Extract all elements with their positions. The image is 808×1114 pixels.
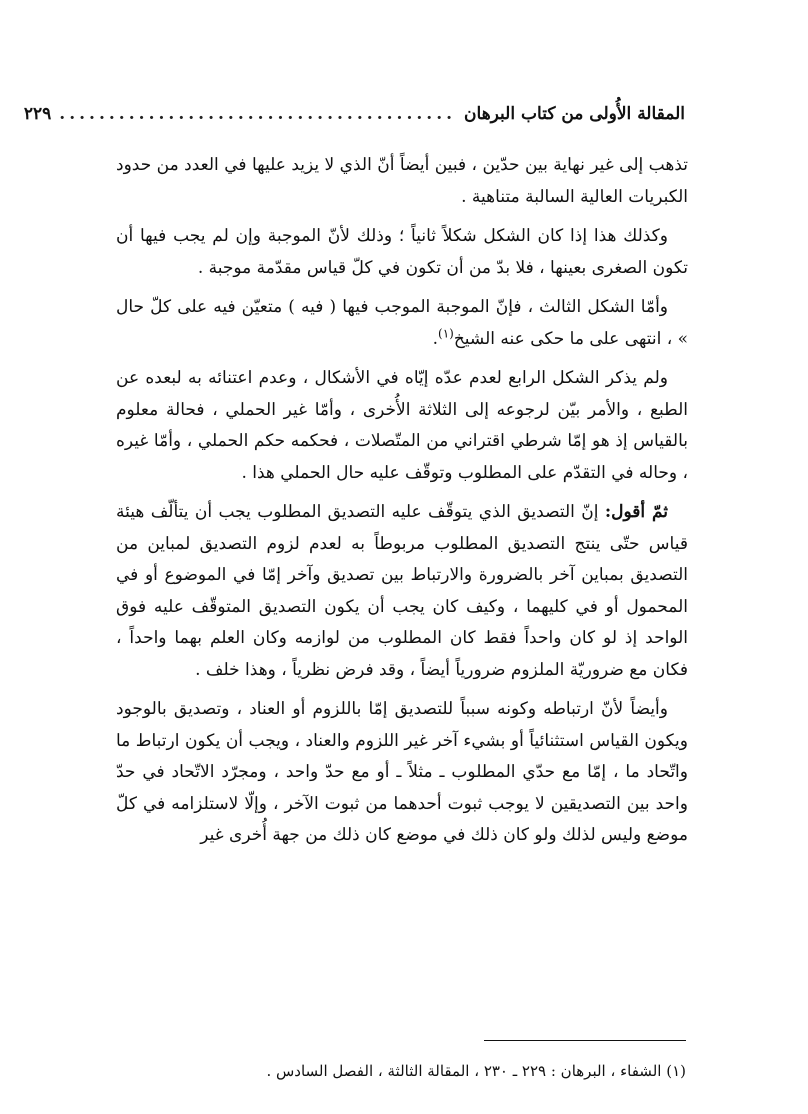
paragraph-2: وكذلك هذا إذا كان الشكل شكلاً ثانياً ؛ وذلك لأنّ الموجبة وإن لم يجب فيها أن تكون الصغرى بعينها ، فلا بدّ من أن تكون في كلّ قياس مقدّمة موجبة . <box>116 226 688 278</box>
paragraph-4: ولم يذكر الشكل الرابع لعدم عدّه إيّاه في الأشكال ، وعدم اعتنائه به لبعده عن الطبع ، والأمر بيّن لرجوعه إلى الثلاثة الأُخرى ، وأمّا غير الحملي ، فحالة معلوم بالقياس إذ هو إمّا شرطي اقتراني من المتّصلات ، فحكمه حكم الحملي ، وأمّا غيره ، وحاله في التقدّم على المطلوب وتوقّف عليه حال الحملي هذا . <box>116 368 688 483</box>
paragraph-5 <box>116 497 688 686</box>
header-leader-dots: ........................................ <box>59 104 457 124</box>
footnote-marker: (١) <box>666 1062 686 1080</box>
paragraph-1: تذهب إلى غير نهاية بين حدّين ، فبين أيضاً أنّ الذي لا يزيد عليها في العدد من حدود الكبريات العالية السالبة متناهية . <box>116 155 688 207</box>
footnote-reference: (١) <box>438 325 454 340</box>
footnote-divider <box>484 1040 686 1041</box>
footnote <box>116 1060 686 1082</box>
paragraph-3-text: وأمّا الشكل الثالث ، فإنّ الموجبة الموجب فيها ( فيه ) متعيّن فيه على كلّ حال » ، انتهى على ما حكى عنه الشيخ <box>116 297 688 349</box>
running-header <box>23 97 685 131</box>
paragraph-5-text: إنّ التصديق الذي يتوقّف عليه التصديق المطلوب يجب أن يتألّف هيئة قياس حتّى ينتج التصديق المطلوب مربوطاً به لعدم لزوم التصديق لمباين من التصديق بمباين آخر بالضرورة والارتباط بين تصديق وآخر إمّا في الموضوع أو في المحمول أو في كليهما ، وكيف كان يجب أن يكون التصديق المتوقّف عليه فوق الواحد إذ لو كان واحداً فقط كان المطلوب من لوازمه وكان العلم بهما واحداً ، فكان مع ضروريّة الملزوم ضرورياً أيضاً ، وقد فرض نظرياً ، وهذا خلف . <box>116 502 688 680</box>
paragraph-6: وأيضاً لأنّ ارتباطه وكونه سبباً للتصديق إمّا باللزوم أو العناد ، وتصديق بالوجود ويكون القياس استثنائياً أو بشيء آخر غير اللزوم والعناد ، ويجب أن يكون ارتباط ما واتّحاد ما ، إمّا مع حدّي المطلوب ـ مثلاً ـ أو مع حدّ واحد ، ومجرّد الاتّحاد في حدّ واحد بين التصديقين لا يوجب ثبوت أحدهما من ثبوت الآخر ، وإلّا لاستلزامه في كلّ موضع وليس لذلك ولو كان ذلك في موضع كان ذلك من جهة أُخرى غير <box>116 699 688 845</box>
footnote-text: الشفاء ، البرهان : ٢٢٩ ـ ٢٣٠ ، المقالة الثالثة ، الفصل السادس . <box>266 1062 662 1080</box>
paragraph-3-end: . <box>432 328 438 349</box>
body-text <box>116 150 688 860</box>
header-title: المقالة الأُولى من كتاب البرهان <box>464 104 685 124</box>
paragraph-5-lead: ثمّ أقول: <box>604 502 668 522</box>
page-number: ٢٢٩ <box>23 104 52 124</box>
paragraph-3 <box>116 292 688 355</box>
